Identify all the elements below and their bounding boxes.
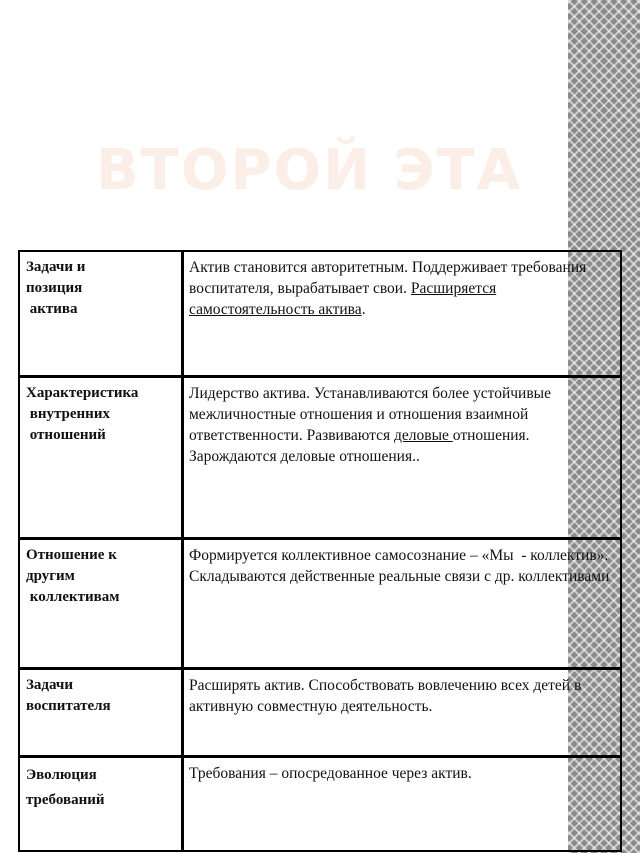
stage-table [18, 250, 622, 852]
table-row [19, 377, 622, 539]
row-description [183, 757, 622, 852]
row-header [19, 377, 183, 539]
row-description-text-end: отношения. Зарождаются деловые отношения.. [189, 427, 530, 465]
row-description-text: Актив становится авторитетным. Поддерживает требования воспитателя, вырабатывает свои. [189, 259, 587, 297]
row-header-line: воспитателя [26, 698, 111, 714]
row-header [19, 757, 183, 852]
table-row [19, 669, 622, 757]
row-description-text: Лидерство актива. Устанавливаются более устойчивые межличностные отношения и отношения взаимной ответственности. Развиваются [189, 385, 551, 444]
row-description-text: Требования – опосредованное через актив. [189, 765, 472, 782]
table-row [19, 539, 622, 669]
page-title [96, 136, 571, 206]
row-header-line: Задачи и [26, 259, 86, 275]
row-description-text-end: . [361, 301, 366, 318]
page-title-main: ВТОРОЙ ЭТА [96, 138, 523, 203]
row-header [19, 251, 183, 377]
row-description [183, 377, 622, 539]
row-description-text: Формируется коллективное самосознание – «Мы - коллектив». Складываются действенные реальные связи с др. коллективами [189, 547, 613, 585]
row-description [183, 539, 622, 669]
row-header-line: актива [26, 301, 78, 317]
row-header [19, 539, 183, 669]
row-description [183, 251, 622, 377]
row-header [19, 669, 183, 757]
row-header-line: Задачи [26, 677, 74, 693]
row-header-line: Эволюция [26, 767, 97, 783]
row-header-line: Отношение к [26, 547, 117, 563]
table-row [19, 251, 622, 377]
row-description [183, 669, 622, 757]
row-header-line: требований [26, 792, 105, 808]
row-description-underlined: деловые [394, 427, 453, 444]
row-header-line: коллективам [26, 589, 120, 605]
row-header-line: позиция [26, 280, 83, 296]
row-description-text: Расширять актив. Способствовать вовлечению всех детей в активную совместную деятельность. [189, 677, 582, 715]
page-title-last-letter: П [522, 138, 572, 203]
row-header-line: другим [26, 568, 75, 584]
row-header-line: Характеристика [26, 385, 139, 401]
row-header-line: отношений [26, 427, 106, 443]
row-description-underlined: Расширяется самостоятельность актива [189, 280, 497, 318]
row-header-line: внутренних [26, 406, 110, 422]
table-row [19, 757, 622, 852]
